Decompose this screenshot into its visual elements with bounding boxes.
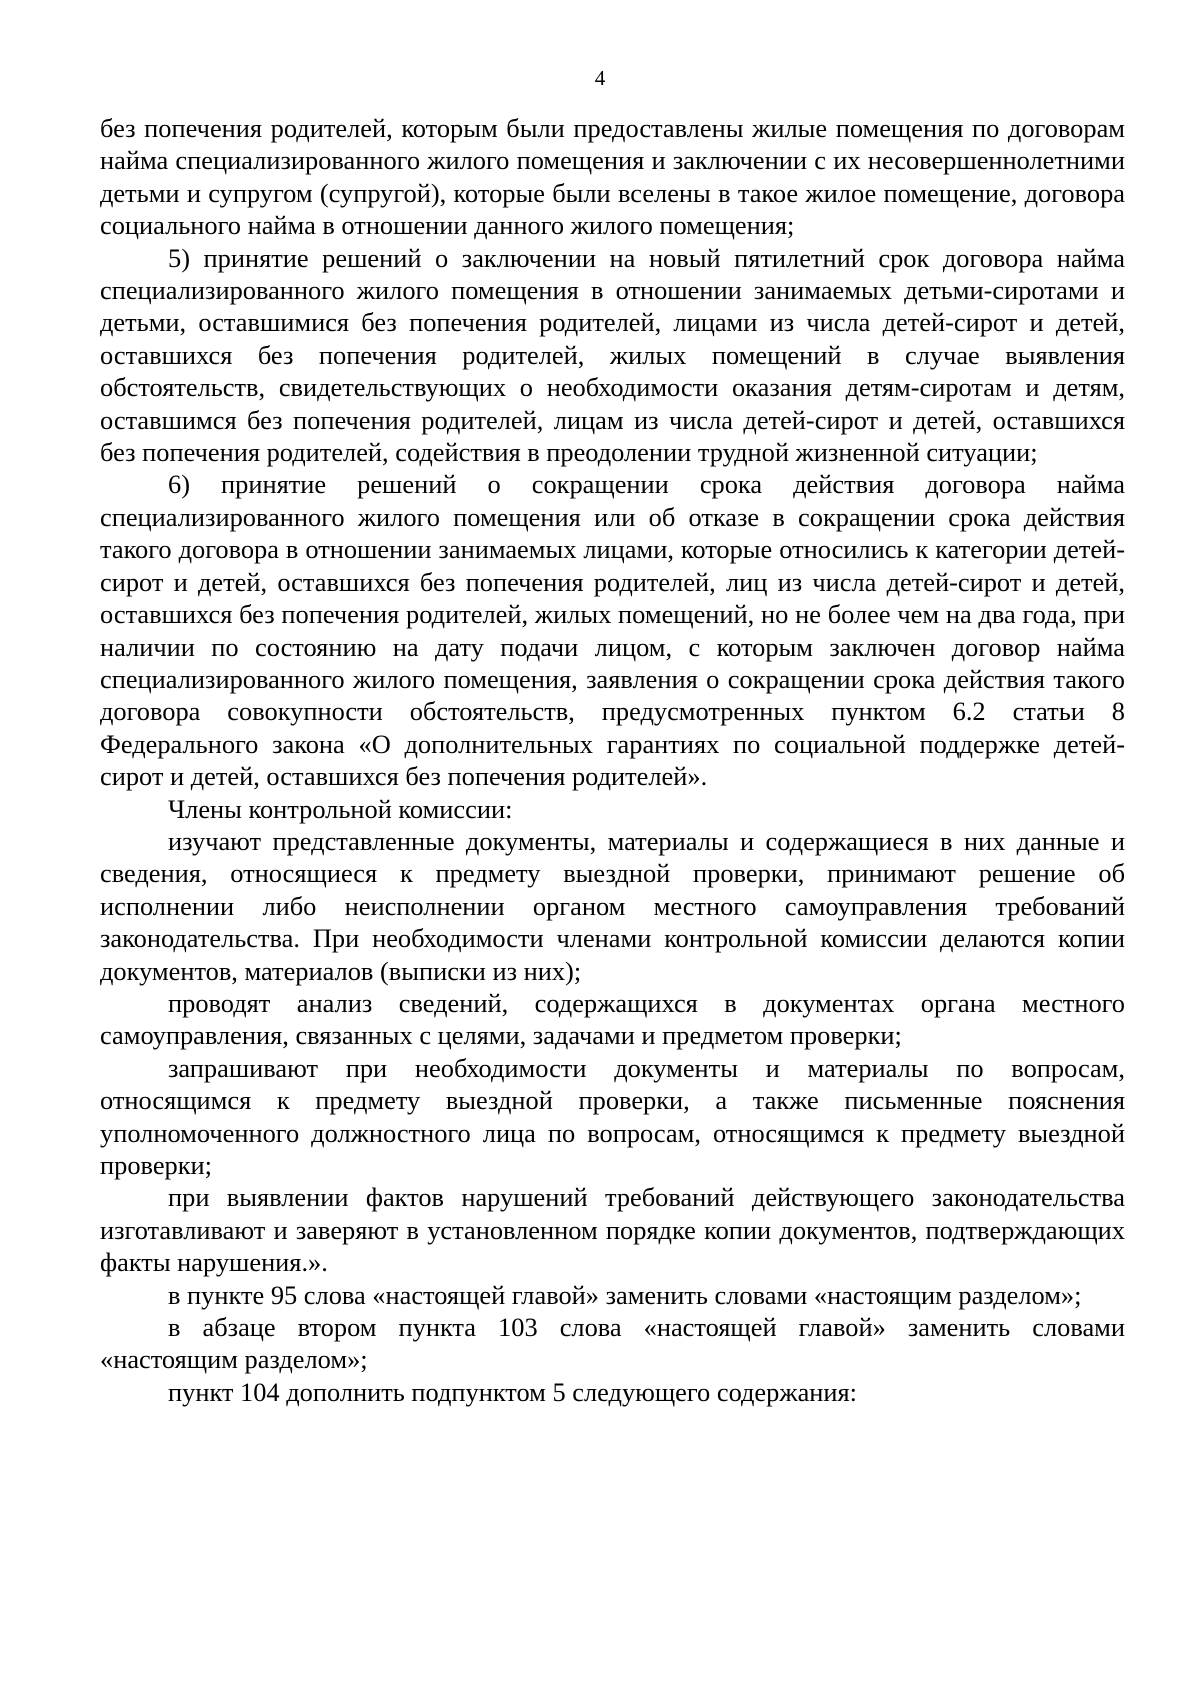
paragraph-analyze-info: проводят анализ сведений, содержащихся в документах органа местного самоуправления, связанных с целями, задачами и предметом проверки; [100, 987, 1125, 1051]
document-body [100, 112, 1125, 1408]
paragraph-point-104: пункт 104 дополнить подпунктом 5 следующего содержания: [168, 1376, 858, 1407]
paragraph-continuation: без попечения родителей, которым были предоставлены жилые помещения по договорам найма специализированного жилого помещения и заключении с их несовершеннолетними детьми и супругом (супругой), которые были вселены в такое жилое помещение, договора социального найма в отношении данного жилого помещения; [100, 113, 1125, 241]
paragraph-violations: при выявлении фактов нарушений требований действующего законодательства изготавливают и заверяют в установленном порядке копии документов, подтверждающих факты нарушения.». [100, 1182, 1125, 1278]
paragraph-point-95: в пункте 95 слова «настоящей главой» заменить словами «настоящим разделом»; [168, 1279, 1082, 1310]
paragraph-item-6: 6) принятие решений о сокращении срока действия договора найма специализированного жилого помещения или об отказе в сокращении срока действия такого договора в отношении занимаемых лицами, которые относились к категории детей-сирот и детей, оставшихся без попечения родителей, лиц из числа детей-сирот и детей, оставшихся без попечения родителей, жилых помещений, но не более чем на два года, при наличии по состоянию на дату подачи лицом, с которым заключен договор найма специализированного жилого помещения, заявления о сокращении срока действия такого договора совокупности обстоятельств, предусмотренных пунктом 6.2 статьи 8 Федерального закона «О дополнительных гарантиях по социальной поддержке детей-сирот и детей, оставшихся без попечения родителей». [100, 469, 1125, 792]
paragraph-point-103: в абзаце втором пункта 103 слова «настоящей главой» заменить словами «настоящим разделом»; [100, 1312, 1125, 1375]
page-number: 4 [594, 66, 606, 90]
paragraph-commission-members: Члены контрольной комиссии: [168, 793, 513, 824]
paragraph-request-documents: запрашивают при необходимости документы и материалы по вопросам, относящимся к предмету выездной проверки, а также письменные пояснения уполномоченного должностного лица по вопросам, относящимся к предмету выездной проверки; [100, 1052, 1125, 1180]
paragraph-item-5: 5) принятие решений о заключении на новый пятилетний срок договора найма специализированного жилого помещения в отношении занимаемых детьми-сиротами и детьми, оставшимися без попечения родителей, лицами из числа детей-сирот и детей, оставшихся без попечения родителей, жилых помещений в случае выявления обстоятельств, свидетельствующих о необходимости оказания детям-сиротам и детям, оставшимся без попечения родителей, лицам из числа детей-сирот и детей, оставшихся без попечения родителей, содействия в преодолении трудной жизненной ситуации; [100, 242, 1125, 468]
paragraph-study-documents: изучают представленные документы, материалы и содержащиеся в них данные и сведения, относящиеся к предмету выездной проверки, принимают решение об исполнении либо неисполнении органом местного самоуправления требований законодательства. При необходимости членами контрольной комиссии делаются копии документов, материалов (выписки из них); [100, 825, 1125, 986]
